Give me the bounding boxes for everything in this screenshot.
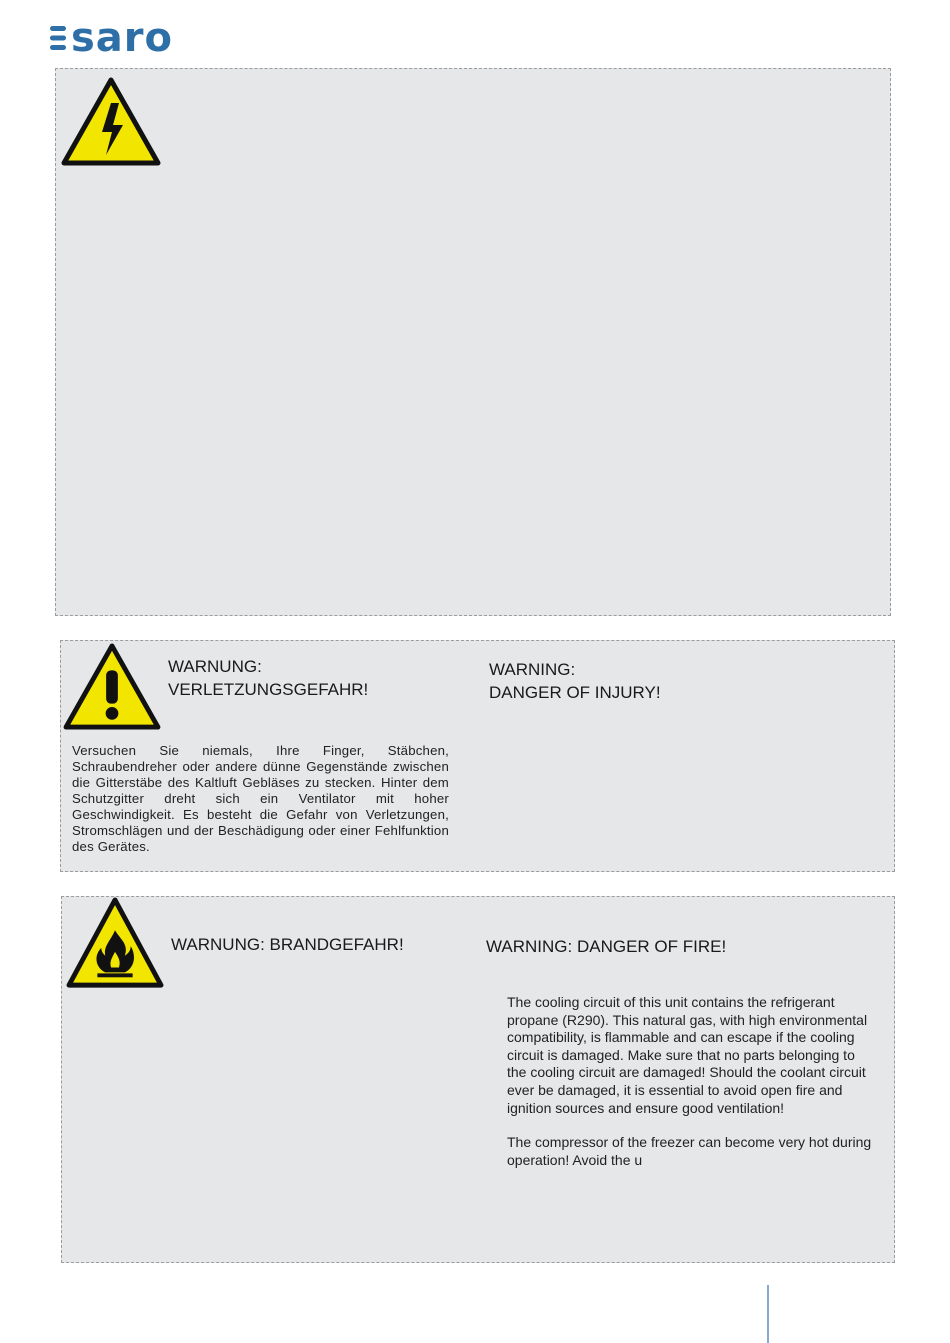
de-warning-title-line1: WARNUNG:	[168, 657, 262, 676]
de-warning-heading	[168, 655, 368, 701]
en-warning-title-line1: WARNING:	[489, 660, 576, 679]
fire-warning-panel	[61, 896, 895, 1263]
electric-shock-warning-icon	[61, 77, 161, 167]
en-fire-paragraph-1: The cooling circuit of this unit contains the refrigerant propane (R290). This natural gas, with high environmental compatibility, is flammable and can escape if the cooling circuit is damaged. Make sure that no parts belonging to the cooling circuit are damaged! Should the coolant circuit ever be damaged, it is essential to avoid open fire and ignition sources and ensure good ventilation!	[507, 994, 868, 1116]
brand-name: saro	[71, 15, 174, 61]
electric-warning-panel	[55, 68, 891, 616]
de-injury-body-text: Versuchen Sie niemals, Ihre Finger, Stäbchen, Schraubendreher oder andere dünne Gegenstände zwischen die Gitterstäbe des Kaltluft Gebläses zu stecken. Hinter dem Schutzgitter dreht sich ein Ventilator mit hoher Geschwindigkeit. Es besteht die Gefahr von Verletzungen, Stromschlägen und der Beschädigung oder einer Fehlfunktion des Gerätes.	[72, 743, 449, 854]
injury-warning-panel	[60, 640, 895, 872]
en-fire-paragraph-2: The compressor of the freezer can become very hot during operation! Avoid the u	[507, 1134, 872, 1168]
en-warning-title-line2: DANGER OF INJURY!	[489, 683, 661, 702]
en-warning-heading	[489, 658, 661, 704]
de-warning-title-line2: VERLETZUNGSGEFAHR!	[168, 680, 369, 699]
flammable-warning-icon	[66, 897, 164, 991]
de-fire-heading: WARNUNG: BRANDGEFAHR!	[171, 935, 404, 954]
en-fire-heading: WARNING: DANGER OF FIRE!	[486, 937, 727, 956]
page-edge-line	[767, 1285, 769, 1343]
brand-logo	[48, 15, 174, 61]
saro-logo-mark-icon	[48, 23, 68, 53]
exclamation-warning-icon	[63, 643, 161, 731]
en-fire-body-text	[507, 994, 877, 1186]
